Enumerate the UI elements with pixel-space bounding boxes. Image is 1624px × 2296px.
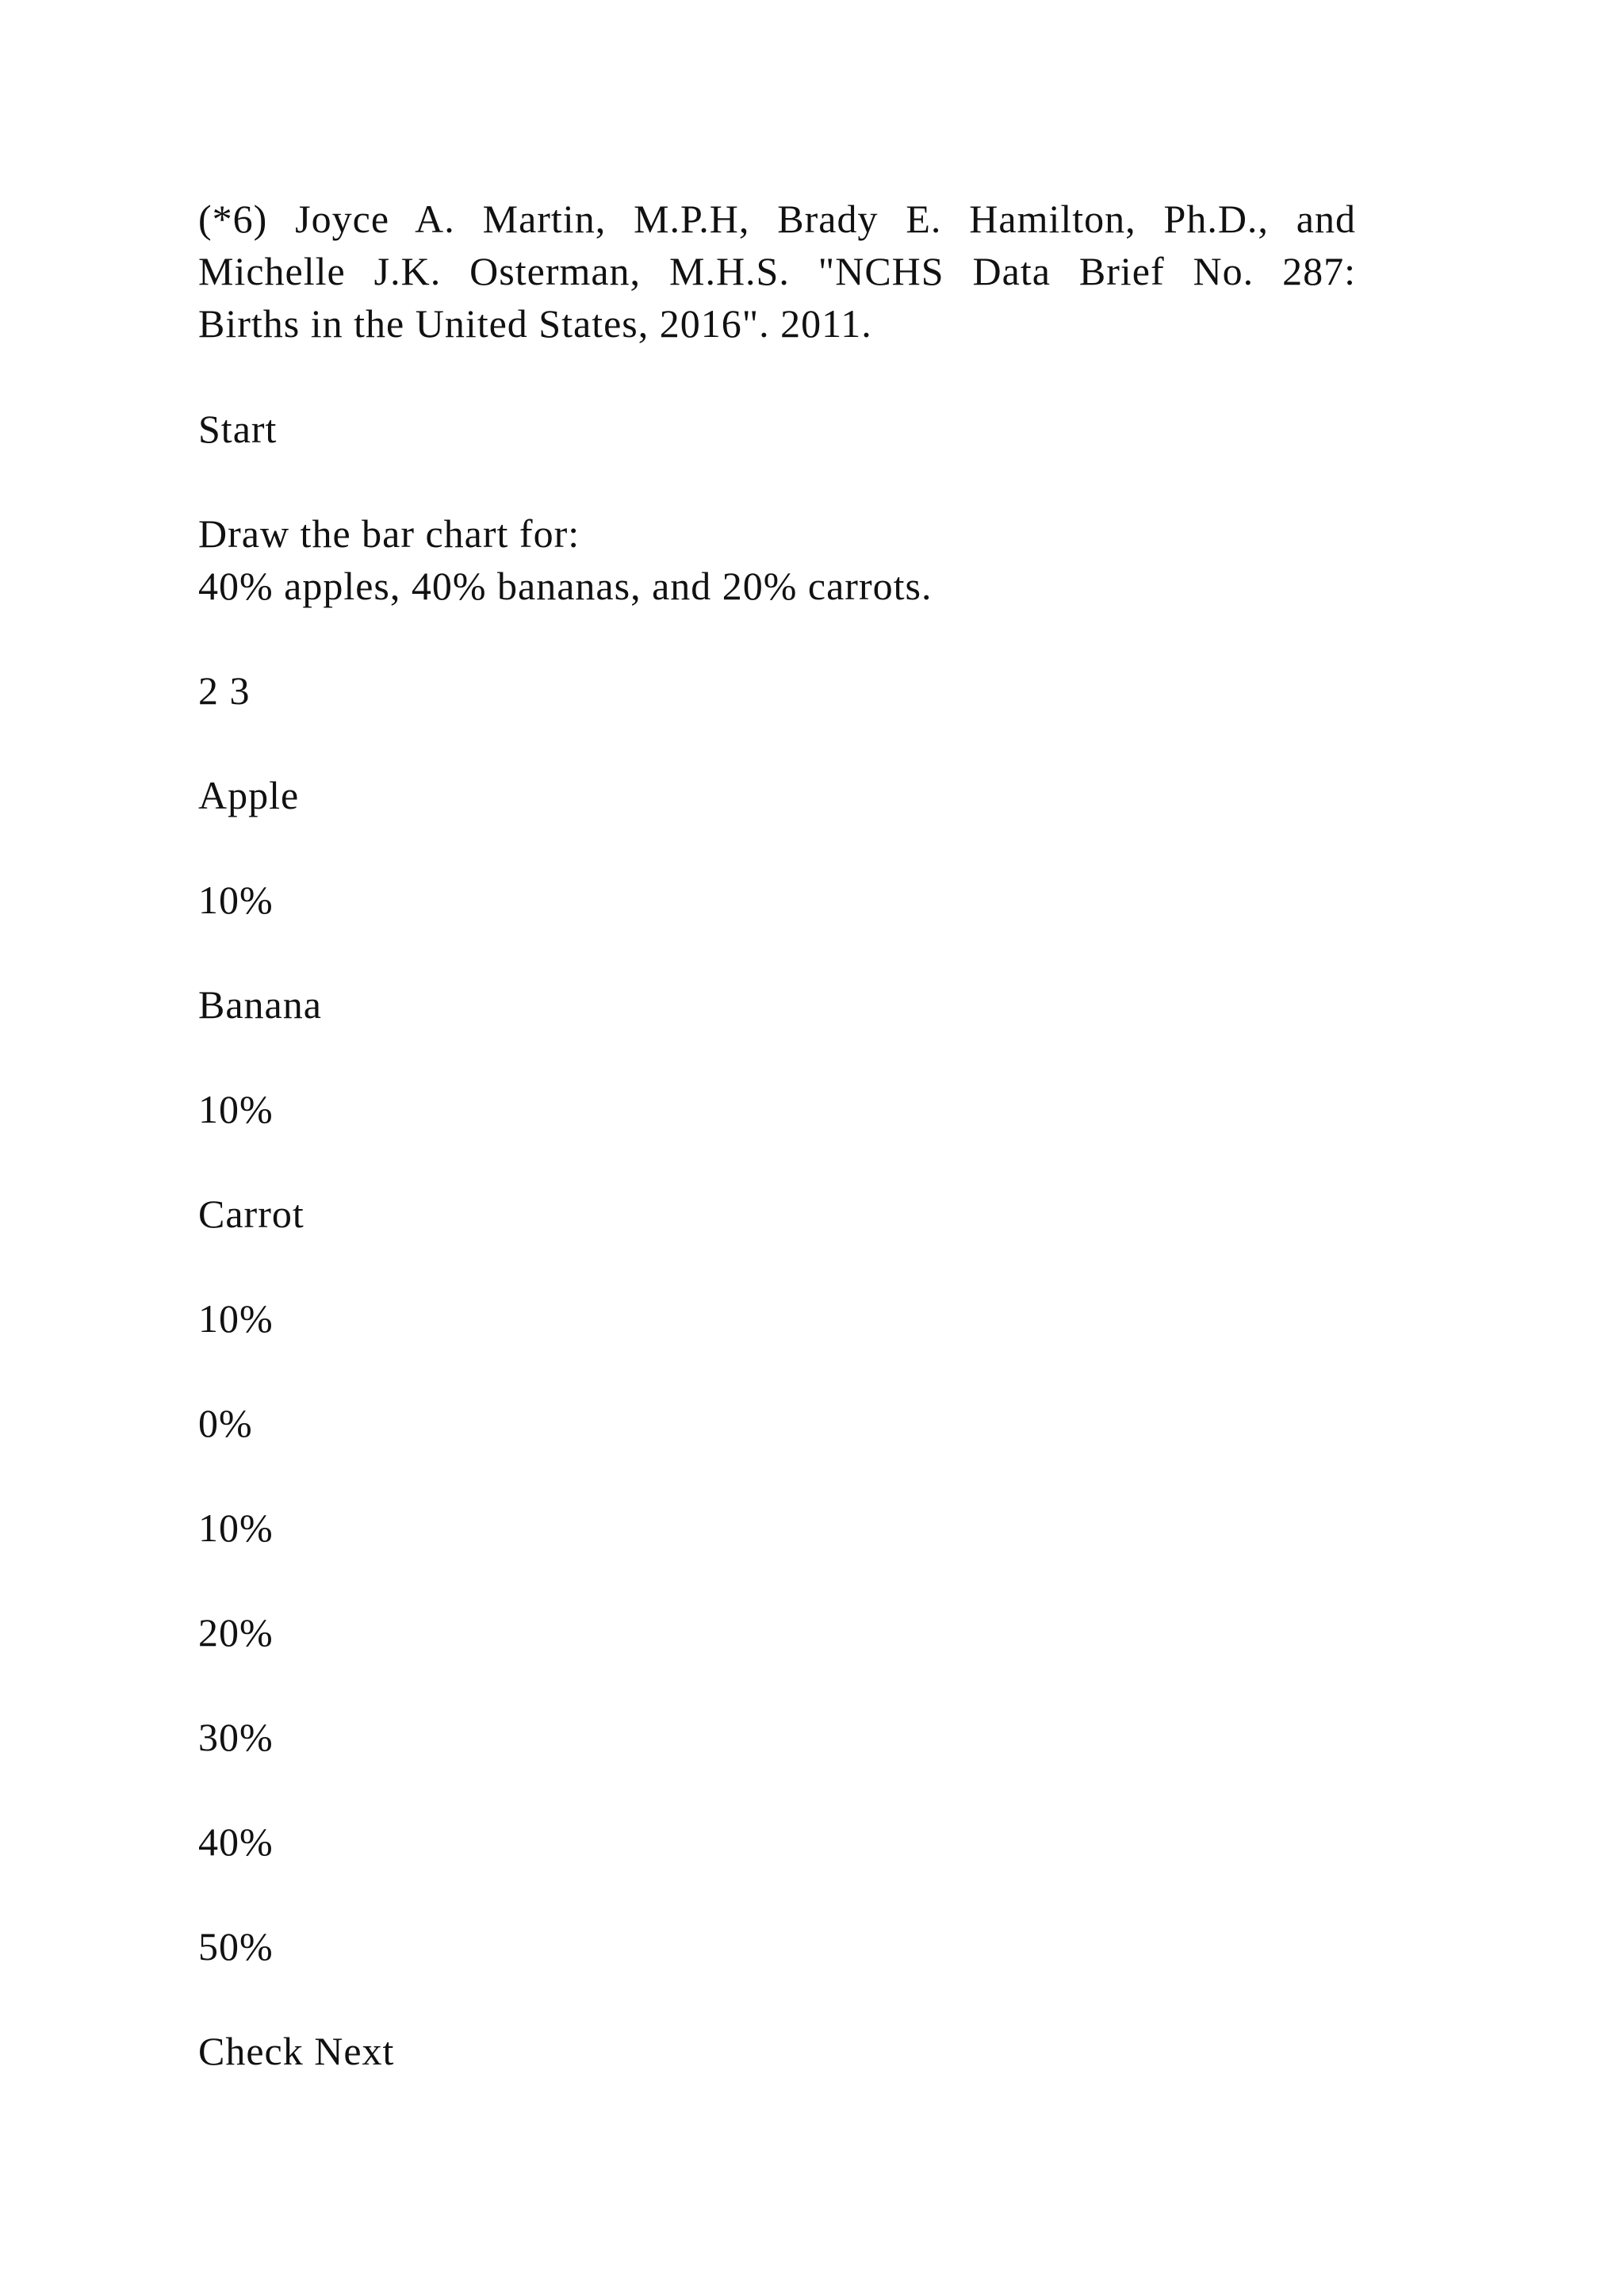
citation-line: Michelle J.K. Osterman, M.H.S. "NCHS Data Brief No. 287: — [198, 249, 1356, 293]
item-value-carrot[interactable]: 10% — [198, 1296, 274, 1341]
prompt-line: 40% apples, 40% bananas, and 20% carrots. — [198, 564, 933, 608]
axis-tick-label: 30% — [198, 1715, 274, 1759]
axis-tick-label: 20% — [198, 1610, 274, 1655]
prompt-line: Draw the bar chart for: — [198, 511, 580, 556]
reference-citation — [198, 193, 1356, 350]
citation-line: Births in the United States, 2016". 2011. — [198, 301, 872, 346]
check-button[interactable]: Check — [198, 2029, 304, 2073]
axis-tick-label: 50% — [198, 1924, 274, 1969]
start-button[interactable]: Start — [198, 407, 278, 451]
axis-tick-label: 10% — [198, 1506, 274, 1550]
next-button[interactable]: Next — [314, 2029, 395, 2073]
citation-line: (*6) Joyce A. Martin, M.P.H, Brady E. Hamilton, Ph.D., and — [198, 197, 1356, 241]
item-value-apple[interactable]: 10% — [198, 878, 274, 922]
item-label-carrot: Carrot — [198, 1192, 304, 1236]
axis-tick-label: 40% — [198, 1820, 274, 1864]
action-buttons — [198, 2025, 394, 2077]
item-value-banana[interactable]: 10% — [198, 1087, 274, 1131]
item-label-banana: Banana — [198, 982, 322, 1027]
counter-text: 2 3 — [198, 668, 251, 713]
axis-tick-label: 0% — [198, 1401, 253, 1445]
item-label-apple: Apple — [198, 773, 300, 817]
